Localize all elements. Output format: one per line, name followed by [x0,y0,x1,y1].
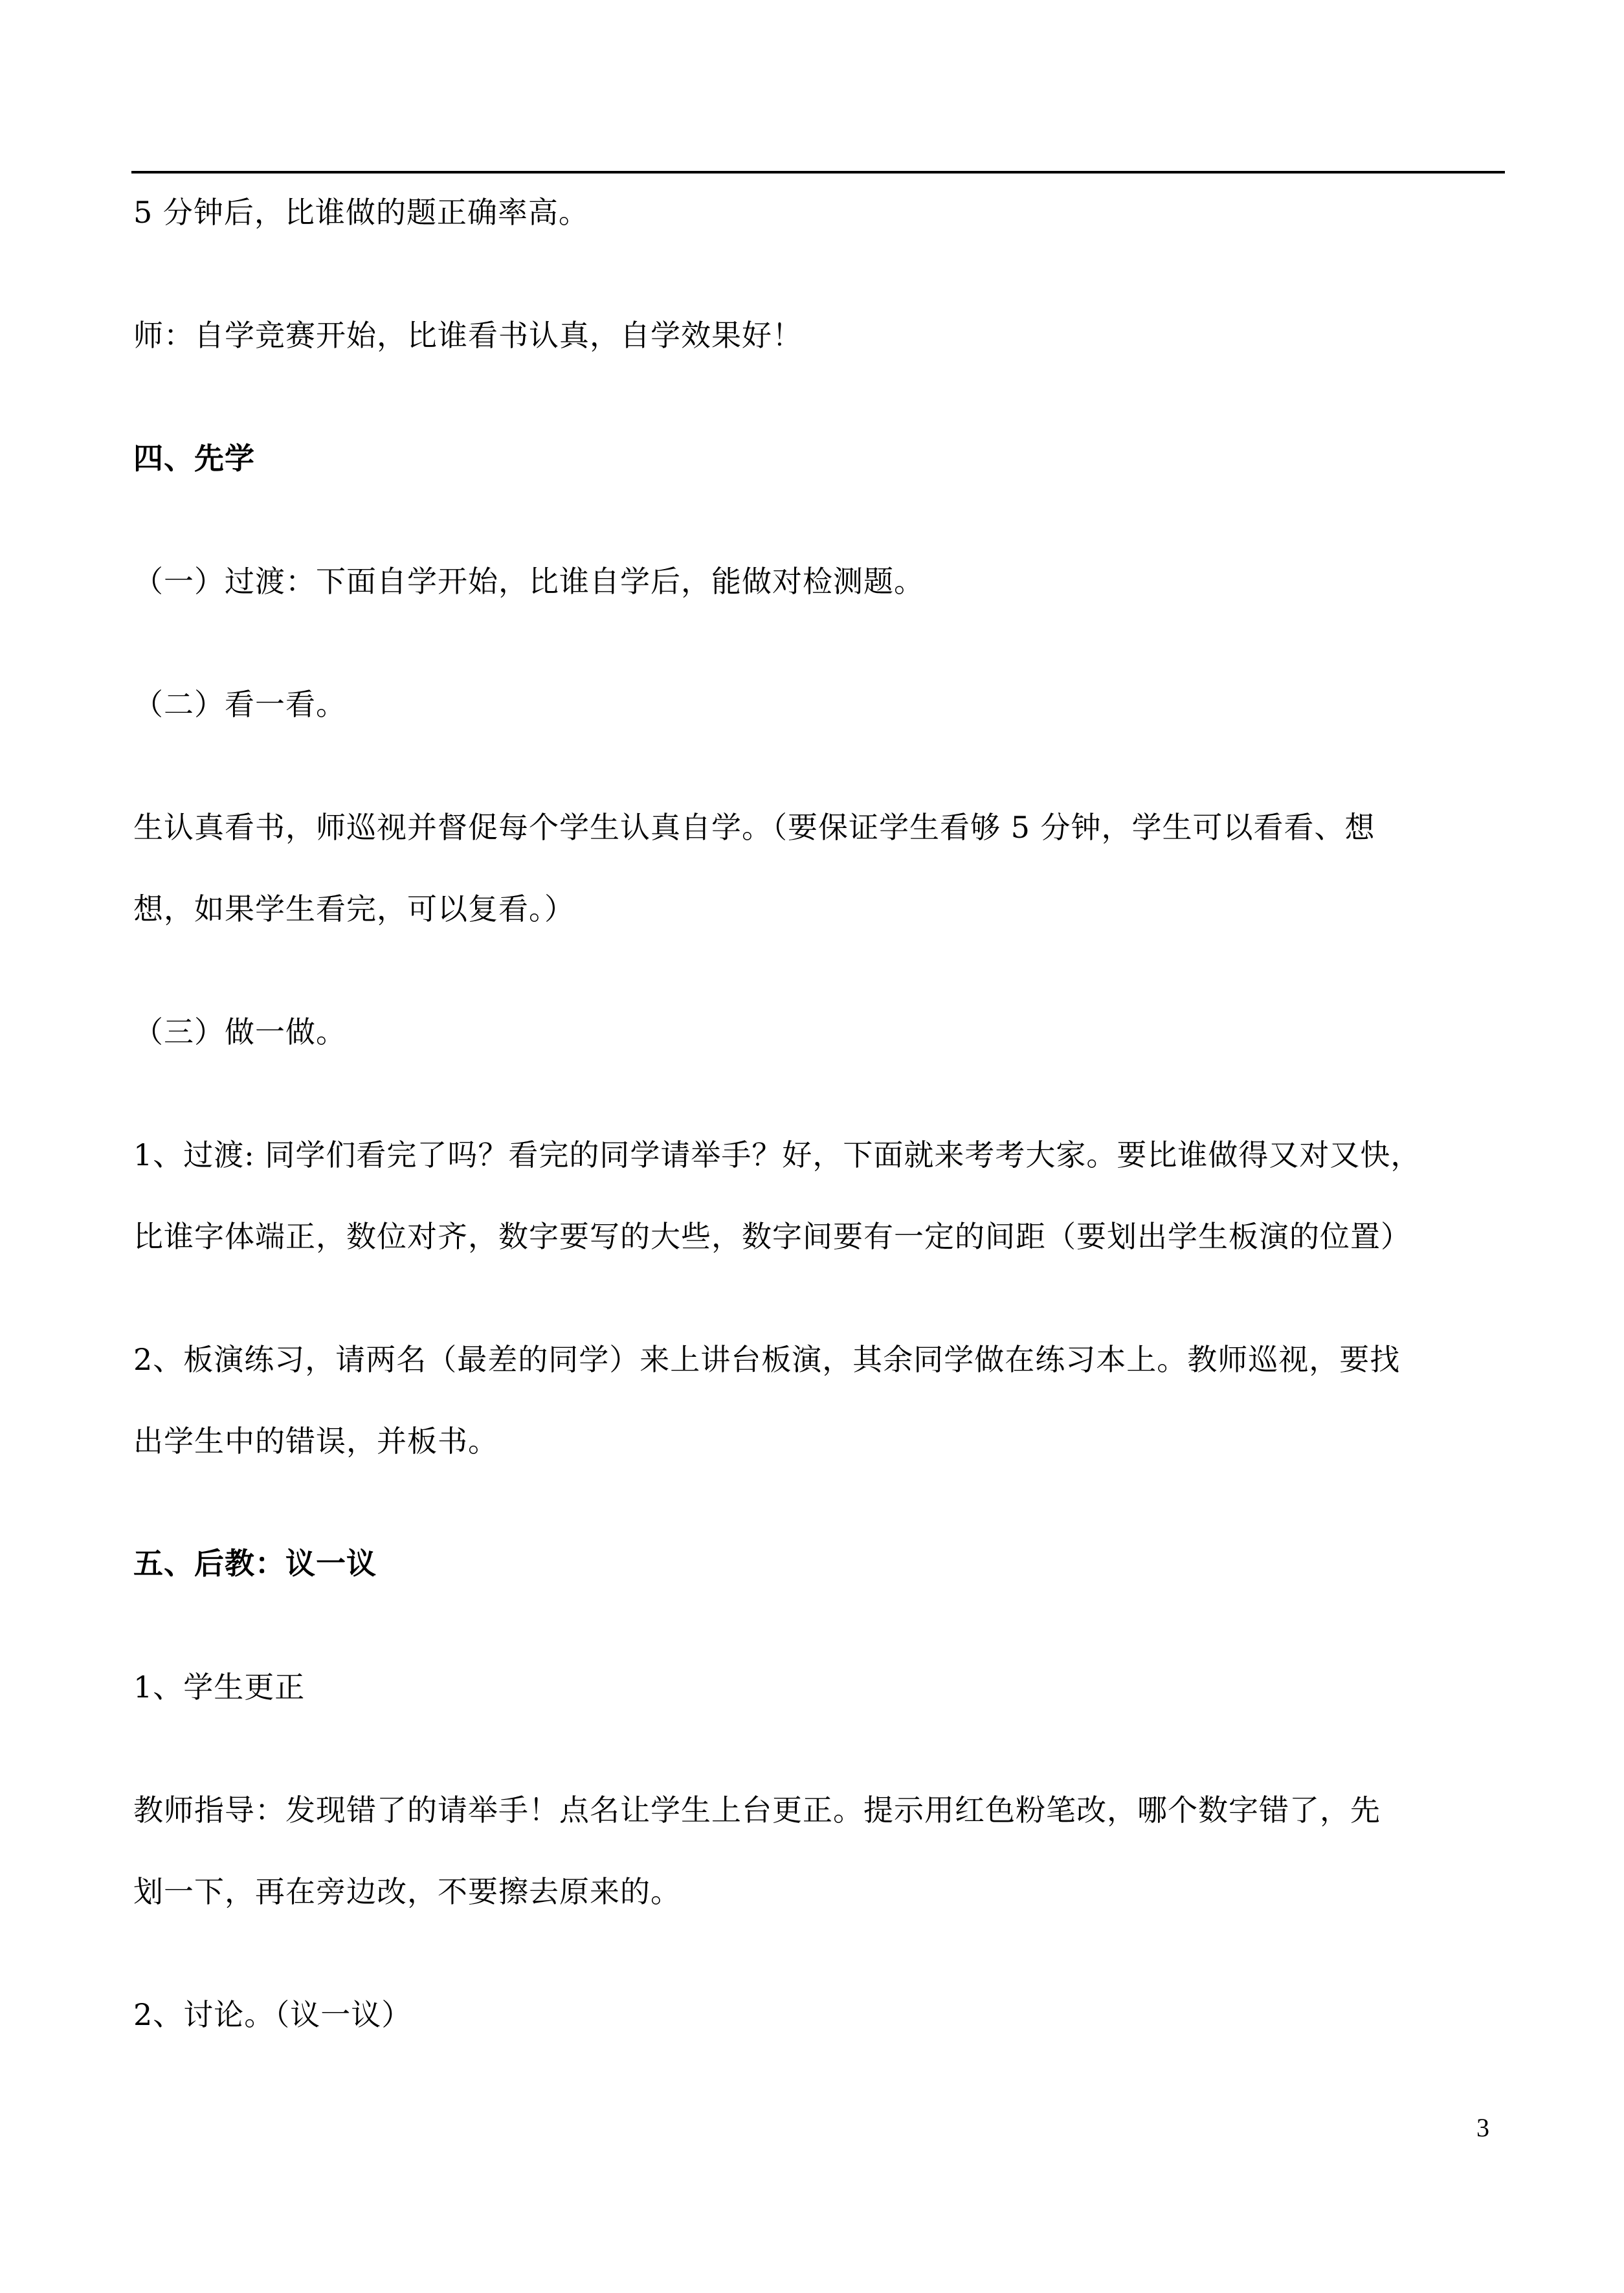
paragraph-line: （三）做一做。 [133,1014,346,1049]
paragraph-line: 2、板演练习，请两名（最差的同学）来上讲台板演，其余同学做在练习本上。教师巡视，要找 [133,1342,1401,1377]
paragraph-line: 5 分钟后，比谁做的题正确率高。 [133,195,589,230]
paragraph-line: 师：自学竞赛开始，比谁看书认真，自学效果好！ [133,318,803,353]
paragraph-line: （一）过渡：下面自学开始，比谁自学后，能做对检测题。 [133,564,924,599]
paragraph-line: 2、讨论。（议一议） [133,1997,412,2032]
paragraph-line: 比谁字体端正，数位对齐，数字要写的大些，数字间要有一定的间距（要划出学生板演的位置） [133,1219,1411,1254]
section-heading-4: 四、先学 [133,441,255,476]
paragraph-line: 1、学生更正 [133,1670,306,1705]
paragraph-line: 1、过渡: 同学们看完了吗？看完的同学请举手？好，下面就来考考大家。要比谁做得又对又快， [133,1137,1421,1172]
section-heading-5: 五、后教：议一议 [133,1546,377,1581]
paragraph-line: 出学生中的错误，并板书。 [133,1424,498,1459]
page-number: 3 [1476,2113,1489,2142]
paragraph-line: （二）看一看。 [133,687,346,722]
paragraph-line: 划一下，再在旁边改，不要擦去原来的。 [133,1874,681,1909]
paragraph-line: 生认真看书，师巡视并督促每个学生认真自学。（要保证学生看够 5 分钟，学生可以看看、想 [133,810,1375,845]
paragraph-line: 教师指导：发现错了的请举手！点名让学生上台更正。提示用红色粉笔改，哪个数字错了，先 [133,1793,1381,1828]
header-rule [131,171,1505,173]
paragraph-line: 想，如果学生看完，可以复看。） [133,891,575,926]
